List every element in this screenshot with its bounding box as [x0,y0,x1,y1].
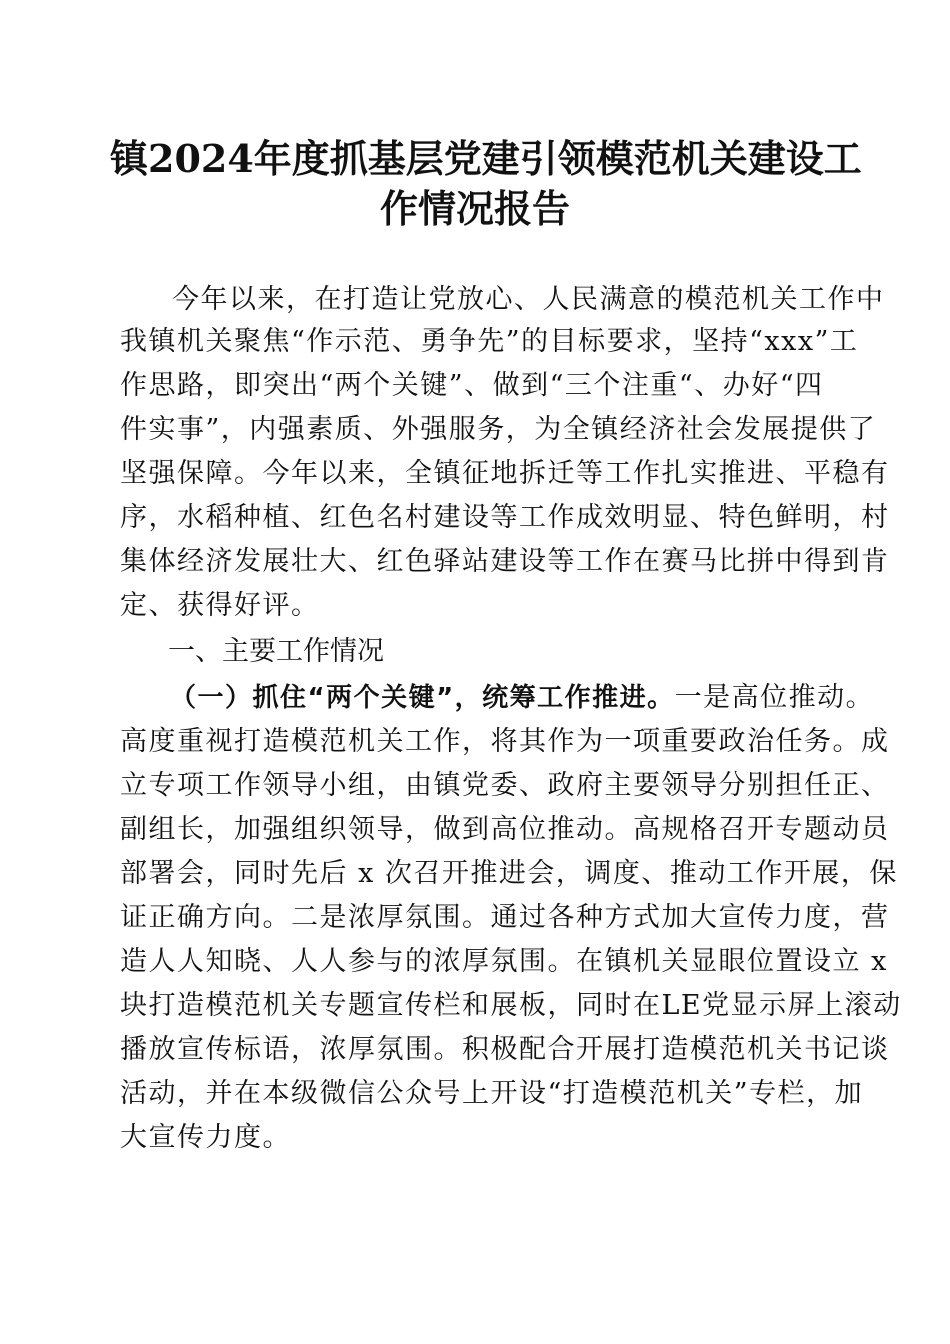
subsection-first-line-text: 一是高位推动。 [674,682,875,713]
paragraph-line: 部署会，同时先后 x 次召开推进会，调度、推动工作开展，保 [120,858,898,889]
subsection-heading: （一）抓住“两个关键”，统筹工作推进。 [170,683,675,713]
paragraph-line: 证正确方向。二是浓厚氛围。通过各种方式加大宣传力度，营 [120,902,890,933]
paragraph-line: 集体经济发展壮大、红色驿站建设等工作在赛马比拼中得到肯 [120,546,890,577]
paragraph-line: 件实事”，内强素质、外强服务，为全镇经济社会发展提供了 [120,414,877,445]
paragraph-line: 定、获得好评。 [120,590,320,621]
section-heading: 一、主要工作情况 [168,636,384,667]
paragraph-line: 高度重视打造模范机关工作，将其作为一项重要政治任务。成 [120,726,890,757]
paragraph-line: 块打造模范机关专题宣传栏和展板，同时在LE党显示屏上滚动 [120,990,902,1021]
subsection-first-line [170,682,874,714]
paragraph-line: 副组长，加强组织领导，做到高位推动。高规格召开专题动员 [120,814,890,845]
paragraph-line: 立专项工作领导小组，由镇党委、政府主要领导分别担任正、 [120,770,890,801]
document-title-line-1: 镇2024年度抓基层党建引领模范机关建设工 [110,136,862,181]
paragraph-line: 作思路，即突出“两个关键”、做到“三个注重“、办好“四 [120,370,824,401]
paragraph-line: 今年以来，在打造让党放心、人民满意的模范机关工作中 [172,284,885,315]
paragraph-line: 坚强保障。今年以来，全镇征地拆迁等工作扎实推进、平稳有 [120,458,890,489]
paragraph-line: 造人人知晓、人人参与的浓厚氛围。在镇机关显眼位置设立 x [120,946,888,977]
document-title-line-2: 作情况报告 [379,186,570,231]
paragraph-line: 大宣传力度。 [120,1122,291,1153]
paragraph-line: 序，水稻种植、红色名村建设等工作成效明显、特色鲜明，村 [120,502,890,533]
paragraph-line: 活动，并在本级微信公众号上开设“打造模范机关”专栏，加 [120,1078,864,1109]
paragraph-line: 播放宣传标语，浓厚氛围。积极配合开展打造模范机关书记谈 [120,1034,890,1065]
paragraph-line: 我镇机关聚焦“作示范、勇争先”的目标要求，坚持“xxx”工 [120,326,859,357]
